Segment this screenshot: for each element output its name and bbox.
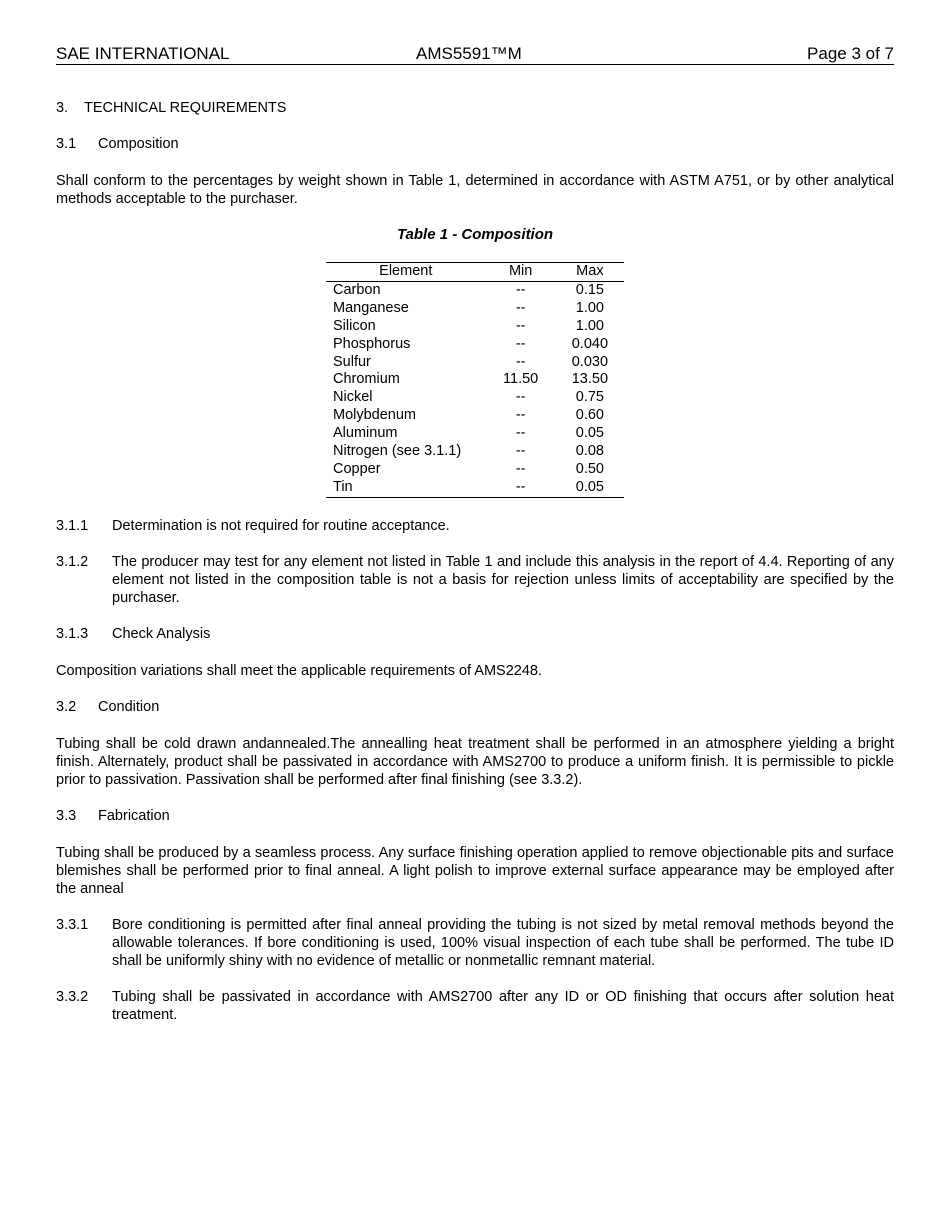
clause-number: 3.3.2 xyxy=(56,988,89,1005)
clause-3-1-1 xyxy=(56,517,894,535)
max-cell: 0.05 xyxy=(556,479,624,497)
section-number: 3.3 xyxy=(56,807,77,824)
section-3-1-heading xyxy=(56,135,894,153)
table-row xyxy=(326,300,624,318)
clause-number: 3.3.1 xyxy=(56,916,89,933)
max-cell: 0.05 xyxy=(575,425,604,442)
section-title: Fabrication xyxy=(98,807,170,824)
max-cell: 0.040 xyxy=(571,335,609,352)
element-cell: Molybdenum xyxy=(333,407,417,424)
min-cell: 11.50 xyxy=(503,371,539,388)
clause-3-1-3 xyxy=(56,625,894,643)
min-cell: -- xyxy=(515,317,526,334)
page-header xyxy=(56,44,894,65)
column-header-max: Max xyxy=(556,263,624,282)
max-cell: 0.50 xyxy=(575,460,604,477)
column-header-element: Element xyxy=(326,263,486,282)
section-title: Condition xyxy=(98,698,160,715)
header-organization: SAE INTERNATIONAL xyxy=(56,44,230,63)
section-number: 3.2 xyxy=(56,698,77,715)
clause-3-1-2 xyxy=(56,553,894,607)
clause-3-3-1 xyxy=(56,916,894,970)
section-title: Composition xyxy=(98,136,179,152)
header-document-number: AMS5591™M xyxy=(416,44,522,63)
clause-title: Check Analysis xyxy=(112,625,211,642)
element-cell: Copper xyxy=(333,460,381,477)
section-number: 3. xyxy=(56,100,69,116)
clause-number: 3.1.1 xyxy=(56,517,89,534)
max-cell: 0.75 xyxy=(575,389,604,406)
composition-table xyxy=(326,262,624,498)
max-cell: 13.50 xyxy=(571,371,609,388)
section-3-3-heading xyxy=(56,807,894,825)
max-cell: 1.00 xyxy=(575,317,604,334)
table-row xyxy=(326,281,624,299)
section-3-heading xyxy=(56,99,894,117)
element-cell: Silicon xyxy=(333,317,376,334)
clause-3-3-2 xyxy=(56,988,894,1024)
element-cell: Chromium xyxy=(333,371,400,388)
table-row xyxy=(326,479,624,497)
clause-text: Tubing shall be passivated in accordance with AMS2700 after any ID or OD finishing that occurs after solution heat treatment. xyxy=(112,988,894,1023)
clause-number: 3.1.3 xyxy=(56,625,89,642)
table-row xyxy=(326,461,624,479)
element-cell: Phosphorus xyxy=(333,335,411,352)
clause-3-1-3-body: Composition variations shall meet the applicable requirements of AMS2248. xyxy=(56,662,543,679)
min-cell: -- xyxy=(515,407,526,424)
table-title: Table 1 - Composition xyxy=(396,226,554,243)
element-cell: Carbon xyxy=(333,281,381,298)
table-header-row xyxy=(326,263,624,282)
max-cell: 0.030 xyxy=(571,353,609,370)
table-row xyxy=(326,318,624,336)
document-page xyxy=(56,44,894,1024)
clause-text: Bore conditioning is permitted after final anneal providing the tubing is not sized by metal removal methods beyond the allowable tolerances. If bore conditioning is used, 100% visual inspection of each tube shall be performed. The tube ID shall be uniformly shiny with no evidence of metallic or nonmetallic remnant material. xyxy=(112,916,894,969)
section-title: TECHNICAL REQUIREMENTS xyxy=(84,100,287,116)
min-cell: -- xyxy=(515,425,526,442)
min-cell: -- xyxy=(515,281,526,298)
table-row xyxy=(326,371,624,389)
max-cell: 0.08 xyxy=(575,443,604,460)
element-cell: Nickel xyxy=(333,389,373,406)
element-cell: Nitrogen (see 3.1.1) xyxy=(333,443,462,460)
clause-number: 3.1.2 xyxy=(56,553,89,570)
element-cell: Manganese xyxy=(333,299,409,316)
element-cell: Sulfur xyxy=(333,353,371,370)
min-cell: -- xyxy=(515,353,526,370)
min-cell: -- xyxy=(515,389,526,406)
max-cell: 0.15 xyxy=(575,281,604,298)
section-number: 3.1 xyxy=(56,136,77,152)
table-row xyxy=(326,354,624,372)
table-row xyxy=(326,407,624,425)
element-cell: Aluminum xyxy=(333,425,398,442)
max-cell: 0.60 xyxy=(575,407,604,424)
element-cell: Tin xyxy=(326,479,486,497)
max-cell: 1.00 xyxy=(575,299,604,316)
section-3-3-body: Tubing shall be produced by a seamless process. Any surface finishing operation applied to remove objectionable pits and surface blemishes shall be performed prior to final anneal. A light polish to improve external surface appearance may be employed after the anneal xyxy=(56,844,894,897)
min-cell: -- xyxy=(515,335,526,352)
clause-text: The producer may test for any element not listed in Table 1 and include this analysis in the report of 4.4. Reporting of any element not listed in the composition table is not a basis for rejection unless limits of acceptability are specified by the purchaser. xyxy=(112,553,894,606)
section-3-2-body: Tubing shall be cold drawn andannealed.The annealling heat treatment shall be performed in an atmosphere yielding a bright finish. Alternately, product shall be passivated in accordance with AMS2700 to produce a uniform finish. It is permissible to pickle prior to passivation. Passivation shall be performed after final finishing (see 3.3.2). xyxy=(56,735,894,788)
section-3-1-body: Shall conform to the percentages by weight shown in Table 1, determined in accordance with ASTM A751, or by other analytical methods acceptable to the purchaser. xyxy=(56,173,894,207)
min-cell: -- xyxy=(515,460,526,477)
table-row xyxy=(326,425,624,443)
table-row xyxy=(326,389,624,407)
clause-text: Determination is not required for routine acceptance. xyxy=(112,517,450,534)
min-cell: -- xyxy=(515,443,526,460)
min-cell: -- xyxy=(515,299,526,316)
section-3-2-heading xyxy=(56,698,894,716)
table-row xyxy=(326,443,624,461)
column-header-min: Min xyxy=(486,263,556,282)
header-page-number: Page 3 of 7 xyxy=(807,44,894,63)
min-cell: -- xyxy=(486,479,556,497)
table-row xyxy=(326,336,624,354)
